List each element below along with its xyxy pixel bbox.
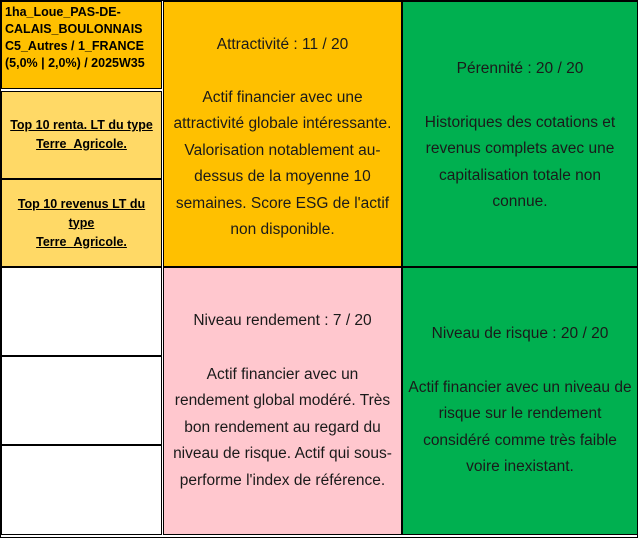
attractivite-panel (163, 1, 402, 267)
description-line: considéré comme très faible (423, 431, 617, 449)
asset-line: C5_Autres / 1_FRANCE (5, 39, 144, 53)
description-line: risque sur le rendement (438, 405, 602, 422)
description-line: non disponible. (230, 221, 335, 238)
attractivite-title: Attractivité : 11 / 20 (216, 36, 349, 53)
description-line: Actif financier avec un (206, 365, 359, 383)
description-line: revenus complets avec une (425, 140, 615, 157)
empty-cell (1, 267, 162, 356)
empty-cell (1, 445, 162, 535)
risque-description (408, 375, 631, 481)
asset-line: (5,0% | 2,0%) / 2025W35 (5, 56, 145, 70)
rendement-title: Niveau rendement : 7 / 20 (193, 312, 372, 329)
perennite-title: Pérennité : 20 / 20 (456, 60, 584, 77)
link-text: Top 10 revenus LT du type (17, 196, 146, 230)
description-line: capitalisation totale non (438, 166, 601, 184)
top-renta-cell (1, 91, 162, 179)
description-line: attractivité globale intéressante. (173, 115, 392, 132)
perennite-panel (402, 1, 638, 267)
rendement-panel (163, 267, 402, 535)
asset-line: CALAIS_BOULONNAIS (5, 22, 143, 36)
description-line: niveau de risque. Actif qui sous- (173, 445, 392, 462)
description-line: performe l'index de référence. (179, 471, 386, 489)
description-line: dessus de la moyenne 10 (194, 168, 371, 185)
description-line: Actif financier avec un niveau de (408, 378, 632, 396)
link-text: Terre_Agricole. (36, 137, 127, 151)
risque-panel (402, 267, 638, 535)
asset-identifier (1, 1, 162, 89)
top-renta-link[interactable] (10, 116, 153, 154)
description-line: voire inexistant. (466, 458, 574, 475)
description-line: Valorisation notablement au- (184, 141, 381, 159)
risque-title: Niveau de risque : 20 / 20 (431, 325, 609, 342)
link-text: Terre_Agricole. (36, 234, 127, 249)
description-line: semaines. Score ESG de l'actif (175, 194, 390, 212)
asset-line: 1ha_Loue_PAS-DE- (5, 5, 121, 19)
description-line: connue. (492, 193, 548, 210)
description-line: Actif financier avec une (202, 88, 363, 106)
link-text: Top 10 renta. LT du type (10, 118, 153, 132)
description-line: Historiques des cotations et (424, 113, 616, 131)
top-revenus-link[interactable] (6, 195, 157, 252)
rendement-description (173, 362, 392, 495)
empty-cell (1, 356, 162, 445)
top-revenus-cell (1, 179, 162, 267)
perennite-description (425, 110, 615, 216)
description-line: bon rendement au regard du (184, 418, 381, 436)
description-line: rendement global modéré. Très (174, 392, 391, 409)
attractivite-description (174, 85, 392, 244)
